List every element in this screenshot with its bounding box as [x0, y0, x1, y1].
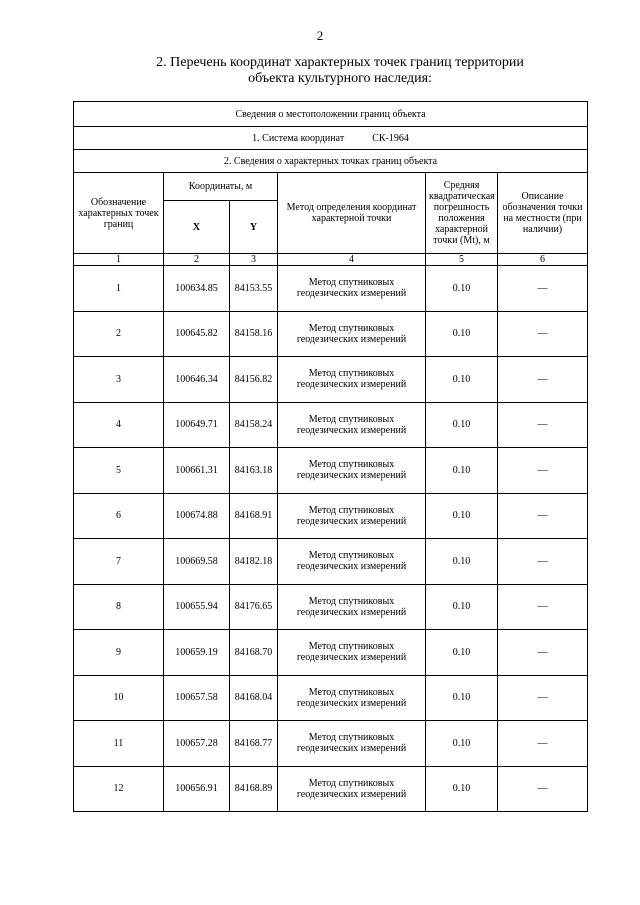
method-cell: Метод спутниковых геодезических измерений	[278, 311, 426, 357]
x-coordinate-cell: 100646.34	[164, 357, 230, 403]
x-coordinate-cell: 100649.71	[164, 402, 230, 448]
coordinate-system-label: 1. Система координат	[252, 132, 345, 144]
y-coordinate-cell: 84168.89	[230, 766, 278, 812]
point-number-cell: 12	[74, 766, 164, 812]
error-cell: 0.10	[426, 448, 498, 494]
coordinates-table	[73, 101, 588, 812]
point-number-cell: 8	[74, 584, 164, 630]
point-number-cell: 4	[74, 402, 164, 448]
y-coordinate-cell: 84168.91	[230, 493, 278, 539]
data-rows	[74, 266, 588, 812]
method-cell: Метод спутниковых геодезических измерений	[278, 493, 426, 539]
method-cell: Метод спутниковых геодезических измерений	[278, 357, 426, 403]
coordinate-system-value: СК-1964	[372, 132, 409, 144]
error-cell: 0.10	[426, 675, 498, 721]
y-coordinate-cell: 84158.16	[230, 311, 278, 357]
x-coordinate-cell: 100659.19	[164, 630, 230, 676]
header-coordinates: Координаты, м	[164, 173, 278, 201]
header-designation: Обозначение характерных точек границ	[74, 173, 164, 254]
error-cell: 0.10	[426, 266, 498, 312]
table-row	[74, 630, 588, 676]
y-coordinate-cell: 84163.18	[230, 448, 278, 494]
method-cell: Метод спутниковых геодезических измерений	[278, 766, 426, 812]
table-row	[74, 493, 588, 539]
x-coordinate-cell: 100669.58	[164, 539, 230, 585]
description-cell: —	[498, 539, 588, 585]
y-coordinate-cell: 84153.55	[230, 266, 278, 312]
column-index: 3	[230, 254, 278, 266]
error-cell: 0.10	[426, 493, 498, 539]
page-number: 2	[316, 28, 324, 43]
column-index: 2	[164, 254, 230, 266]
method-cell: Метод спутниковых геодезических измерений	[278, 539, 426, 585]
x-coordinate-cell: 100656.91	[164, 766, 230, 812]
description-cell: —	[498, 493, 588, 539]
y-coordinate-cell: 84168.70	[230, 630, 278, 676]
header-x: X	[164, 201, 230, 254]
coordinate-system-row	[74, 127, 588, 150]
point-number-cell: 2	[74, 311, 164, 357]
error-cell: 0.10	[426, 539, 498, 585]
method-cell: Метод спутниковых геодезических измерений	[278, 266, 426, 312]
table-row	[74, 311, 588, 357]
error-cell: 0.10	[426, 630, 498, 676]
x-coordinate-cell: 100661.31	[164, 448, 230, 494]
column-index: 6	[498, 254, 588, 266]
points-section-label: 2. Сведения о характерных точках границ объекта	[74, 150, 588, 173]
description-cell: —	[498, 357, 588, 403]
method-cell: Метод спутниковых геодезических измерений	[278, 721, 426, 767]
point-number-cell: 3	[74, 357, 164, 403]
table-row	[74, 675, 588, 721]
column-index: 1	[74, 254, 164, 266]
description-cell: —	[498, 311, 588, 357]
table-row	[74, 766, 588, 812]
y-coordinate-cell: 84156.82	[230, 357, 278, 403]
method-cell: Метод спутниковых геодезических измерений	[278, 630, 426, 676]
error-cell: 0.10	[426, 766, 498, 812]
method-cell: Метод спутниковых геодезических измерений	[278, 448, 426, 494]
table-row	[74, 539, 588, 585]
point-number-cell: 9	[74, 630, 164, 676]
point-number-cell: 5	[74, 448, 164, 494]
error-cell: 0.10	[426, 584, 498, 630]
x-coordinate-cell: 100634.85	[164, 266, 230, 312]
x-coordinate-cell: 100674.88	[164, 493, 230, 539]
header-y: Y	[230, 201, 278, 254]
column-index-row	[74, 254, 588, 266]
table-row	[74, 721, 588, 767]
point-number-cell: 10	[74, 675, 164, 721]
description-cell: —	[498, 266, 588, 312]
table-title: Сведения о местоположении границ объекта	[74, 102, 588, 127]
x-coordinate-cell: 100657.58	[164, 675, 230, 721]
table-row	[74, 357, 588, 403]
description-cell: —	[498, 630, 588, 676]
point-number-cell: 6	[74, 493, 164, 539]
method-cell: Метод спутниковых геодезических измерений	[278, 675, 426, 721]
description-cell: —	[498, 721, 588, 767]
error-cell: 0.10	[426, 357, 498, 403]
description-cell: —	[498, 766, 588, 812]
description-cell: —	[498, 402, 588, 448]
description-cell: —	[498, 448, 588, 494]
description-cell: —	[498, 675, 588, 721]
y-coordinate-cell: 84182.18	[230, 539, 278, 585]
y-coordinate-cell: 84176.65	[230, 584, 278, 630]
method-cell: Метод спутниковых геодезических измерений	[278, 584, 426, 630]
column-index: 5	[426, 254, 498, 266]
x-coordinate-cell: 100657.28	[164, 721, 230, 767]
table-row	[74, 266, 588, 312]
x-coordinate-cell: 100645.82	[164, 311, 230, 357]
description-cell: —	[498, 584, 588, 630]
table-row	[74, 584, 588, 630]
y-coordinate-cell: 84168.04	[230, 675, 278, 721]
error-cell: 0.10	[426, 721, 498, 767]
error-cell: 0.10	[426, 311, 498, 357]
heading-line-1: 2. Перечень координат характерных точек границ территории	[156, 55, 524, 70]
point-number-cell: 7	[74, 539, 164, 585]
x-coordinate-cell: 100655.94	[164, 584, 230, 630]
table-row	[74, 448, 588, 494]
heading-line-2: объекта культурного наследия:	[248, 71, 432, 86]
header-description: Описание обозначения точки на местности (при наличии)	[498, 173, 588, 254]
header-error: Средняя квадратическая погрешность положения характерной точки (Mt), м	[426, 173, 498, 254]
y-coordinate-cell: 84158.24	[230, 402, 278, 448]
document-heading	[70, 55, 610, 87]
point-number-cell: 1	[74, 266, 164, 312]
column-index: 4	[278, 254, 426, 266]
error-cell: 0.10	[426, 402, 498, 448]
point-number-cell: 11	[74, 721, 164, 767]
header-method: Метод определения координат характерной точки	[278, 173, 426, 254]
method-cell: Метод спутниковых геодезических измерений	[278, 402, 426, 448]
table-row	[74, 402, 588, 448]
y-coordinate-cell: 84168.77	[230, 721, 278, 767]
